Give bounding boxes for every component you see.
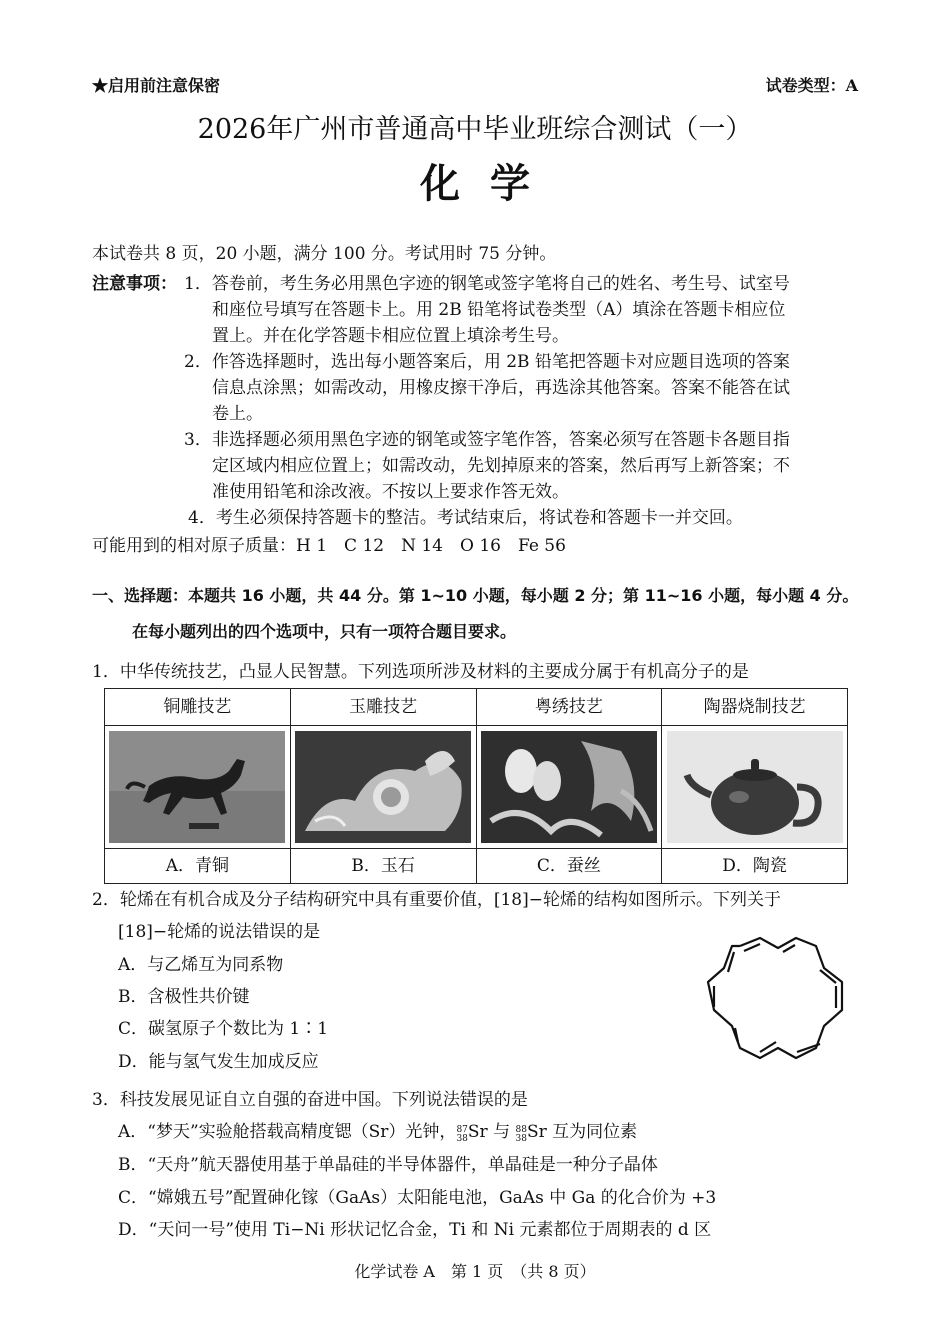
- atomic-number: 38: [515, 1134, 527, 1144]
- notice-line: 定区域内相应位置上；如需改动，先划掉原来的答案，然后再写上新答案；不: [212, 456, 790, 476]
- q1-image-cell: [662, 726, 848, 849]
- q2-stem: 2．轮烯在有机合成及分子结构研究中具有重要价值，[18]−轮烯的结构如图所示。下列关于: [92, 890, 781, 910]
- exam-title: 2026年广州市普通高中毕业班综合测试（一）: [197, 114, 753, 145]
- q2-option: D．能与氢气发生加成反应: [118, 1052, 319, 1072]
- notice-line: 3．非选择题必须用黑色字迹的钢笔或签字笔作答，答案必须写在答题卡各题目指: [184, 430, 790, 450]
- q2-option: B．含极性共价键: [118, 987, 250, 1007]
- q3-connector: 与: [487, 1122, 516, 1142]
- embroidery-image: [481, 731, 657, 843]
- q2-option: C．碳氢原子个数比为 1∶1: [118, 1019, 329, 1039]
- q1-header-cell: 铜雕技艺: [105, 689, 291, 726]
- jade-carving-image: [295, 731, 471, 843]
- mass-number: 87: [456, 1125, 468, 1135]
- q1-image-cell: [290, 726, 476, 849]
- subject-title: 化学: [420, 160, 560, 207]
- notice-line: 置上。并在化学答题卡相应位置上填涂考生号。: [212, 326, 569, 346]
- q2-stem-cont: [18]−轮烯的说法错误的是: [118, 922, 321, 942]
- notice-line: 2．作答选择题时，选出每小题答案后，用 2B 铅笔把答题卡对应题目选项的答案: [184, 352, 790, 372]
- mass-number: 88: [515, 1125, 527, 1135]
- notice-line: 1．答卷前，考生务必用黑色字迹的钢笔或签字笔将自己的姓名、考生号、试室号: [184, 274, 790, 294]
- q3-option-a: [118, 1124, 637, 1144]
- element-symbol: Sr: [526, 1122, 547, 1142]
- q1-option-cell: A．青铜: [105, 849, 291, 884]
- element-symbol: Sr: [467, 1122, 488, 1142]
- q3-option: C．“嫦娥五号”配置砷化镓（GaAs）太阳能电池，GaAs 中 Ga 的化合价为 +3: [118, 1188, 717, 1208]
- section-heading: 一、选择题：本题共 16 小题，共 44 分。第 1~10 小题，每小题 2 分；第 11~16 小题，每小题 4 分。: [92, 586, 859, 605]
- notice-line: 和座位号填写在答题卡上。用 2B 铅笔将试卷类型（A）填涂在答题卡相应位: [212, 300, 786, 320]
- notice-line: 卷上。: [212, 404, 263, 424]
- page-footer: 化学试卷 A 第 1 页 （共 8 页）: [354, 1262, 596, 1281]
- bronze-horse-image: [109, 731, 285, 843]
- q1-option-cell: B．玉石: [290, 849, 476, 884]
- q1-image-cell: [105, 726, 291, 849]
- confidential-label: ★启用前注意保密: [92, 76, 221, 95]
- q3-option: D．“天问一号”使用 Ti−Ni 形状记忆合金，Ti 和 Ni 元素都位于周期表的 d 区: [118, 1220, 712, 1240]
- notice-line: 信息点涂黑；如需改动，用橡皮擦干净后，再选涂其他答案。答案不能答在试: [212, 378, 790, 398]
- isotope-notation: [515, 1126, 526, 1144]
- intro-text: 本试卷共 8 页，20 小题，满分 100 分。考试用时 75 分钟。: [92, 244, 557, 264]
- annulene-structure-diagram: [700, 934, 850, 1062]
- q1-header-cell: 粤绣技艺: [476, 689, 662, 726]
- q1-header-cell: 陶器烧制技艺: [662, 689, 848, 726]
- q1-option-cell: C．蚕丝: [476, 849, 662, 884]
- notice-line: 准使用铅笔和涂改液。不按以上要求作答无效。: [212, 482, 569, 502]
- notice-line: 4．考生必须保持答题卡的整洁。考试结束后，将试卷和答题卡一并交回。: [188, 508, 743, 528]
- isotope-notation: [456, 1126, 467, 1144]
- atomic-number: 38: [456, 1134, 468, 1144]
- q3-option: B．“天舟”航天器使用基于单晶硅的半导体器件，单晶硅是一种分子晶体: [118, 1155, 658, 1175]
- teapot-image: [667, 731, 843, 843]
- q1-image-cell: [476, 726, 662, 849]
- paper-type-label: 试卷类型：A: [765, 76, 858, 95]
- q3-option-a-text: A．“梦天”实验舱搭载高精度锶（Sr）光钟，: [118, 1122, 457, 1142]
- section-subheading: 在每小题列出的四个选项中，只有一项符合题目要求。: [132, 622, 517, 641]
- q1-option-cell: D．陶瓷: [662, 849, 848, 884]
- q1-table: [104, 688, 848, 884]
- notice-label: 注意事项：: [92, 274, 177, 294]
- q1-header-cell: 玉雕技艺: [290, 689, 476, 726]
- q1-stem: 1．中华传统技艺，凸显人民智慧。下列选项所涉及材料的主要成分属于有机高分子的是: [92, 662, 749, 682]
- q3-option-a-end: 互为同位素: [552, 1122, 638, 1142]
- atomic-masses: 可能用到的相对原子质量：H 1 C 12 N 14 O 16 Fe 56: [92, 536, 566, 556]
- q2-option: A．与乙烯互为同系物: [118, 955, 284, 975]
- q3-stem: 3．科技发展见证自立自强的奋进中国。下列说法错误的是: [92, 1090, 528, 1110]
